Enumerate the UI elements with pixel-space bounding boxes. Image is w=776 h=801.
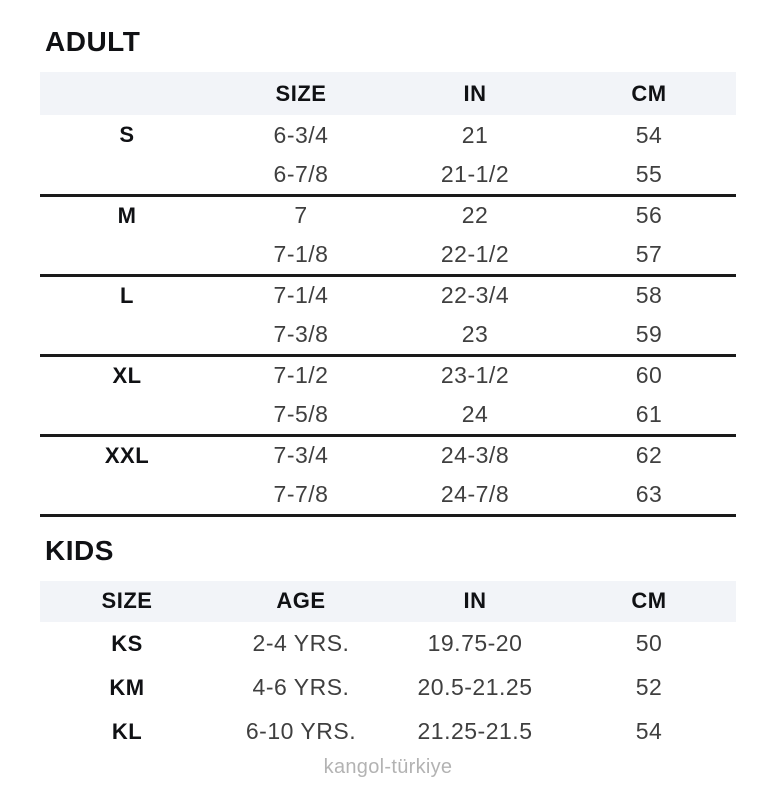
in-value: 21 xyxy=(461,121,489,148)
size-value: 7-3/8 xyxy=(273,320,329,347)
in-value: 21.25-21.5 xyxy=(417,718,533,744)
cm-value: 61 xyxy=(635,400,663,427)
size-value: 7-7/8 xyxy=(273,480,329,507)
in-value: 24 xyxy=(461,400,489,427)
in-value: 19.75-20 xyxy=(427,630,523,656)
size-value: 7-1/4 xyxy=(273,282,329,309)
size-value: 7-1/2 xyxy=(273,362,329,389)
kids-size-table xyxy=(40,581,736,754)
in-value: 22-3/4 xyxy=(440,282,510,309)
watermark-text: kangol-türkiye xyxy=(323,755,453,778)
size-value: 7 xyxy=(294,202,308,229)
size-label: M xyxy=(117,202,137,228)
adult-col-header-size: SIZE xyxy=(275,80,327,106)
cm-value: 60 xyxy=(635,362,663,389)
kids-col-header-in: IN xyxy=(463,588,487,613)
kids-col-header-size: SIZE xyxy=(101,588,153,613)
adult-group-s xyxy=(40,115,736,195)
size-value: 7-1/8 xyxy=(273,240,329,267)
kids-table-header-row xyxy=(40,581,736,622)
table-row xyxy=(40,315,736,355)
in-value: 22-1/2 xyxy=(440,240,510,267)
size-label xyxy=(40,315,214,355)
table-row xyxy=(40,435,736,475)
cm-value: 63 xyxy=(635,480,663,507)
size-label: XL xyxy=(112,362,142,388)
size-label xyxy=(40,395,214,435)
cm-value: 57 xyxy=(635,240,663,267)
cm-value: 52 xyxy=(635,674,663,700)
in-value: 24-3/8 xyxy=(440,442,510,469)
cm-value: 54 xyxy=(635,718,663,744)
size-value: 7-3/4 xyxy=(273,442,329,469)
table-row xyxy=(40,395,736,435)
adult-col-header-in: IN xyxy=(463,80,487,106)
in-value: 23 xyxy=(461,320,489,347)
size-value: 6-7/8 xyxy=(273,160,329,187)
cm-value: 58 xyxy=(635,282,663,309)
size-value: 7-5/8 xyxy=(273,400,329,427)
size-label: S xyxy=(119,122,135,147)
in-value: 24-7/8 xyxy=(440,480,510,507)
kids-col-header-cm: CM xyxy=(631,588,667,613)
size-label: KM xyxy=(109,674,145,700)
size-label xyxy=(40,475,214,515)
adult-col-header-empty xyxy=(40,72,214,115)
table-row xyxy=(40,115,736,155)
kids-section-title: KIDS xyxy=(45,534,114,566)
size-label: KS xyxy=(111,630,143,656)
table-row xyxy=(40,355,736,395)
in-value: 23-1/2 xyxy=(440,362,510,389)
table-row xyxy=(40,235,736,275)
adult-section-title: ADULT xyxy=(45,26,141,57)
in-value: 21-1/2 xyxy=(440,160,510,187)
cm-value: 54 xyxy=(635,121,663,148)
in-value: 22 xyxy=(461,202,489,229)
table-row xyxy=(40,195,736,235)
table-row xyxy=(40,155,736,195)
adult-group-xxl xyxy=(40,435,736,515)
adult-group-l xyxy=(40,275,736,355)
cm-value: 56 xyxy=(635,202,663,229)
cm-value: 59 xyxy=(635,320,663,347)
age-value: 4-6 YRS. xyxy=(252,674,350,700)
cm-value: 62 xyxy=(635,442,663,469)
table-row xyxy=(40,666,736,710)
cm-value: 50 xyxy=(635,630,663,656)
size-value: 6-3/4 xyxy=(273,121,329,148)
age-value: 2-4 YRS. xyxy=(252,630,350,656)
adult-col-header-cm: CM xyxy=(631,80,667,106)
adult-table-header-row xyxy=(40,72,736,115)
adult-size-table xyxy=(40,72,736,517)
table-row xyxy=(40,475,736,515)
size-label: KL xyxy=(111,718,143,744)
size-label xyxy=(40,155,214,195)
table-row xyxy=(40,622,736,666)
size-label: XXL xyxy=(104,442,150,468)
size-label xyxy=(40,235,214,275)
table-row xyxy=(40,275,736,315)
kids-col-header-age: AGE xyxy=(276,588,326,613)
age-value: 6-10 YRS. xyxy=(245,718,357,744)
size-label: L xyxy=(120,282,134,308)
adult-group-xl xyxy=(40,355,736,435)
in-value: 20.5-21.25 xyxy=(417,674,533,700)
cm-value: 55 xyxy=(635,160,663,187)
adult-group-m xyxy=(40,195,736,275)
size-chart-page xyxy=(0,25,776,779)
table-row xyxy=(40,710,736,754)
